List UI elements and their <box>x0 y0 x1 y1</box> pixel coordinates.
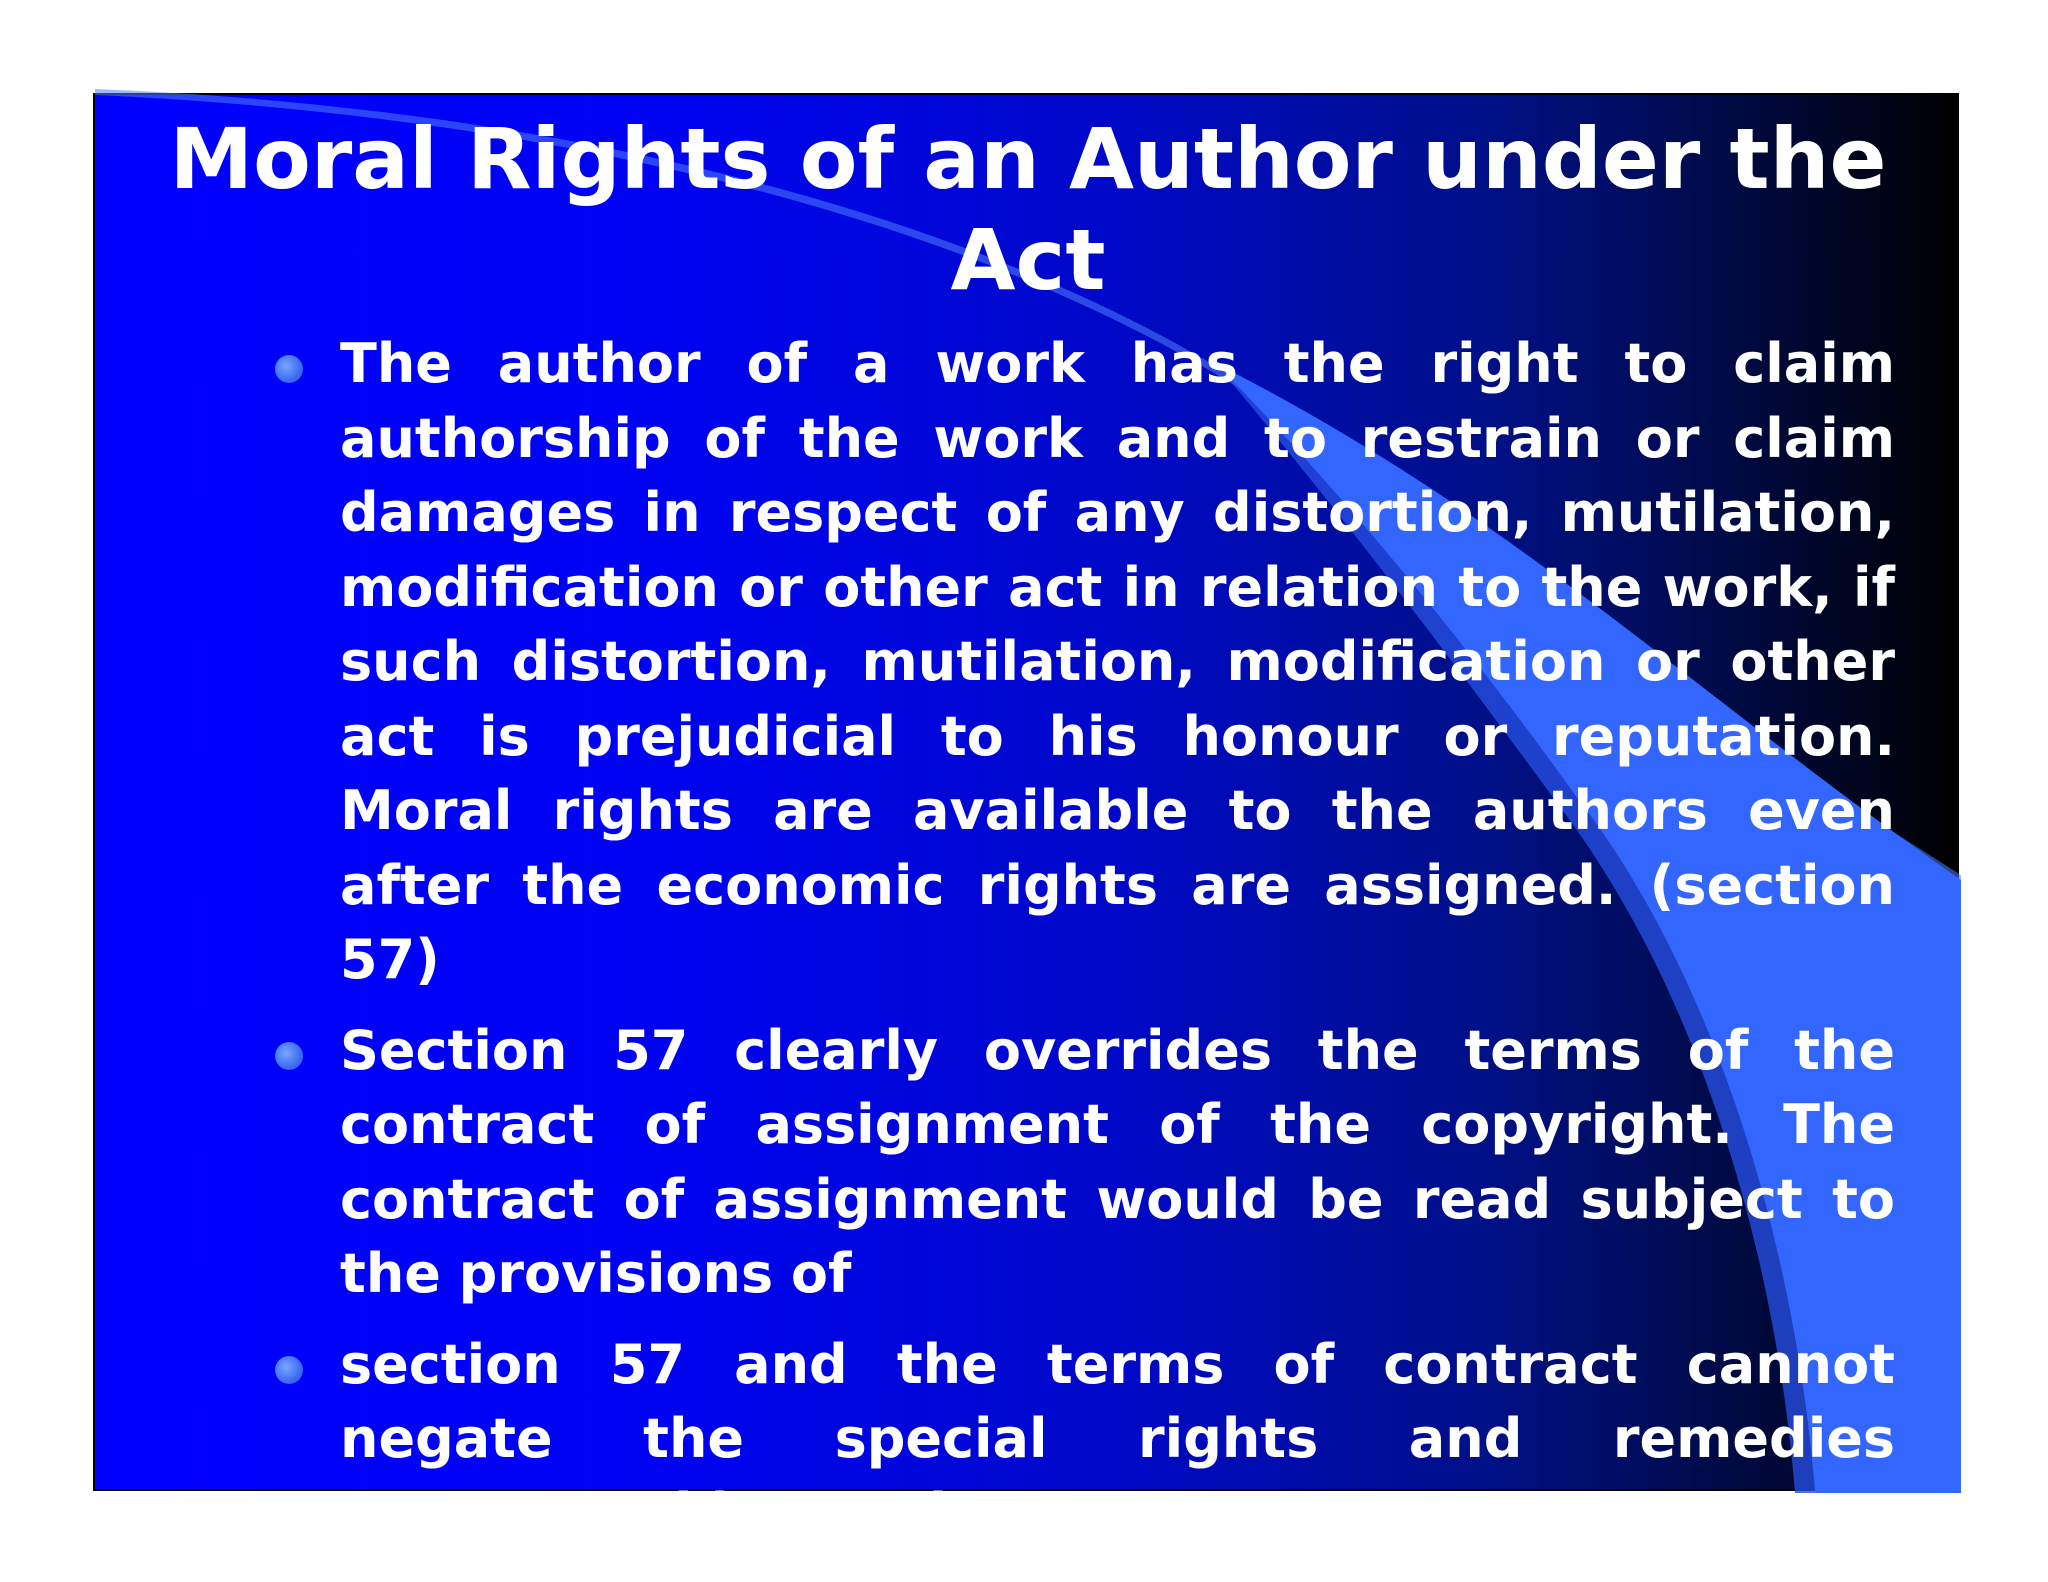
slide-title: Moral Rights of an Author under the Act <box>169 110 1887 309</box>
bullet-text: section 57 and the terms of contract cannot negate the special rights and remedies guaranteed by section 57. <box>340 1332 1895 1545</box>
bullet-dot-icon <box>275 1356 303 1384</box>
bullet-text: Section 57 clearly overrides the terms of the contract of assignment of the copyright. The contract of assignment would be read subject to the provisions of <box>340 1018 1895 1305</box>
bullet-item <box>245 1328 1895 1552</box>
slide <box>93 93 1959 1545</box>
bullet-dot-icon <box>275 1042 303 1070</box>
bullet-dot-icon <box>275 355 303 383</box>
bullet-list <box>245 327 1895 1567</box>
bullet-text: The author of a work has the right to claim authorship of the work and to restrain or claim damages in respect of any distortion, mutilation, modification or other act in relation to the work, if such distortion, mutilation, modification or other act is prejudicial to his honour or reputation. Moral rights are available to the authors even after the economic rights are assigned. (section 57) <box>340 332 1895 991</box>
bullet-item <box>245 327 1895 998</box>
bullet-item <box>245 1014 1895 1312</box>
